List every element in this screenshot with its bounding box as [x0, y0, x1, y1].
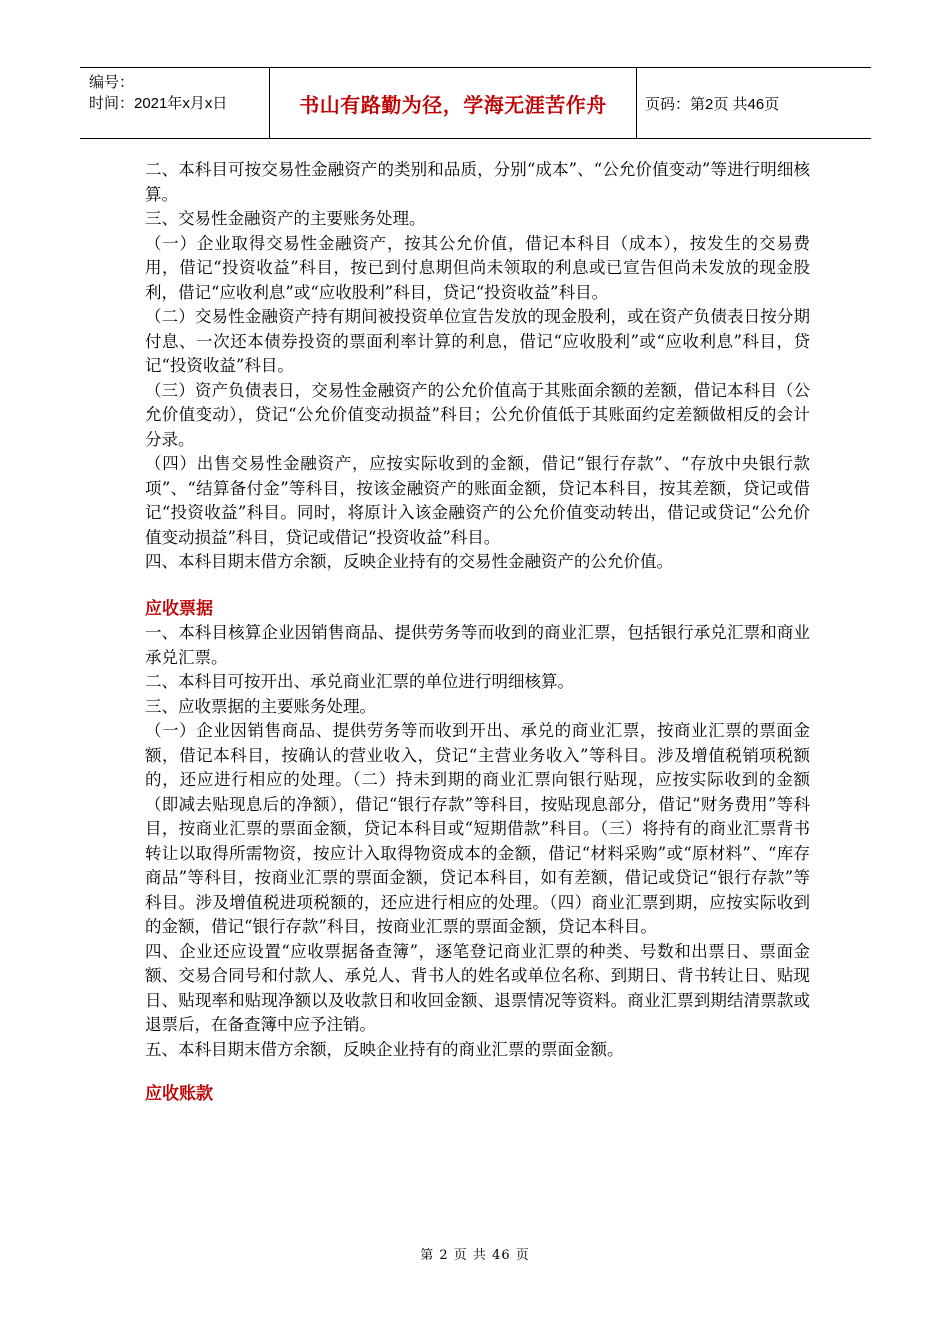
section-title: 应收账款	[145, 1084, 213, 1104]
paragraph: 五、本科目期末借方余额，反映企业持有的商业汇票的票面金额。	[145, 1039, 624, 1059]
paragraph: 四、企业还应设置“应收票据备查簿”，逐笔登记商业汇票的种类、号数和出票日、票面金额、交易合同号和付款人、承兑人、背书人的姓名或单位名称、到期日、背书转让日、贴现日、贴现率和贴现净额以及收款日和收回金额、退票情况等资料。商业汇票到期结清票款或退票后，在备查簿中应予注销。	[145, 941, 810, 1034]
paragraph: 三、交易性金融资产的主要账务处理。	[145, 209, 426, 228]
header-table	[80, 67, 871, 139]
section-title: 应收票据	[145, 598, 213, 619]
date-label: 时间：2021年x月x日	[89, 95, 228, 112]
body-text	[145, 158, 810, 1107]
paragraph: 三、应收票据的主要账务处理。	[145, 696, 376, 716]
paragraph: （一）企业因销售商品、提供劳务等而收到开出、承兑的商业汇票，按商业汇票的票面金额，借记本科目，按确认的营业收入，贷记“主营业务收入”等科目。涉及增值税销项税额的，还应进行相应的处理。（二）持未到期的商业汇票向银行贴现，应按实际收到的金额（即减去贴现息后的净额），借记“银行存款”等科目，按贴现息部分，借记“财务费用”等科目，按商业汇票的票面金额，贷记本科目或“短期借款”科目。（三）将持有的商业汇票背书转让以取得所需物资，按应计入取得物资成本的金额，借记“材料采购”或“原材料”、“库存商品”等科目，按商业汇票的票面金额，贷记本科目，如有差额，借记或贷记“银行存款”等科目。涉及增值税进项税额的，还应进行相应的处理。（四）商业汇票到期，应按实际收到的金额，借记“银行存款”科目，按商业汇票的票面金额，贷记本科目。	[145, 721, 810, 936]
motto: 书山有路勤为径，学海无涯苦作舟	[270, 68, 637, 138]
paragraph: （四）出售交易性金融资产，应按实际收到的金额，借记“银行存款”、“存放中央银行款项”、“结算备付金”等科目，按该金融资产的账面金额，贷记本科目，按其差额，贷记或借记“投资收益”科目。同时，将原计入该金融资产的公允价值变动转出，借记或贷记“公允价值变动损益”科目，贷记或借记“投资收益”科目。	[145, 454, 810, 547]
header-meta-cell	[80, 68, 270, 138]
paragraph: 二、本科目可按交易性金融资产的类别和品质，分别“成本”、“公允价值变动”等进行明细核算。	[145, 160, 810, 204]
page-footer: 第 2 页 共 46 页	[420, 1248, 530, 1263]
paragraph: （一）企业取得交易性金融资产，按其公允价值，借记本科目（成本），按发生的交易费用，借记“投资收益”科目，按已到付息期但尚未领取的利息或已宣告但尚未发放的现金股利，借记“应收利息”或“应收股利”科目，贷记“投资收益”科目。	[145, 233, 810, 302]
page-info: 页码：第2页 共46页	[645, 95, 780, 113]
paragraph: （二）交易性金融资产持有期间被投资单位宣告发放的现金股利，或在资产负债表日按分期付息、一次还本债券投资的票面利率计算的利息，借记“应收股利”或“应收利息”科目，贷记“投资收益”科目。	[145, 307, 810, 375]
paragraph: 二、本科目可按开出、承兑商业汇票的单位进行明细核算。	[145, 672, 574, 691]
paragraph: 四、本科目期末借方余额，反映企业持有的交易性金融资产的公允价值。	[145, 552, 673, 571]
paragraph: （三）资产负债表日，交易性金融资产的公允价值高于其账面余额的差额，借记本科目（公允价值变动），贷记“公允价值变动损益”科目；公允价值低于其账面约定差额做相反的会计分录。	[145, 380, 810, 449]
number-label: 编号：	[89, 74, 135, 91]
paragraph: 一、本科目核算企业因销售商品、提供劳务等而收到的商业汇票，包括银行承兑汇票和商业承兑汇票。	[145, 623, 810, 667]
